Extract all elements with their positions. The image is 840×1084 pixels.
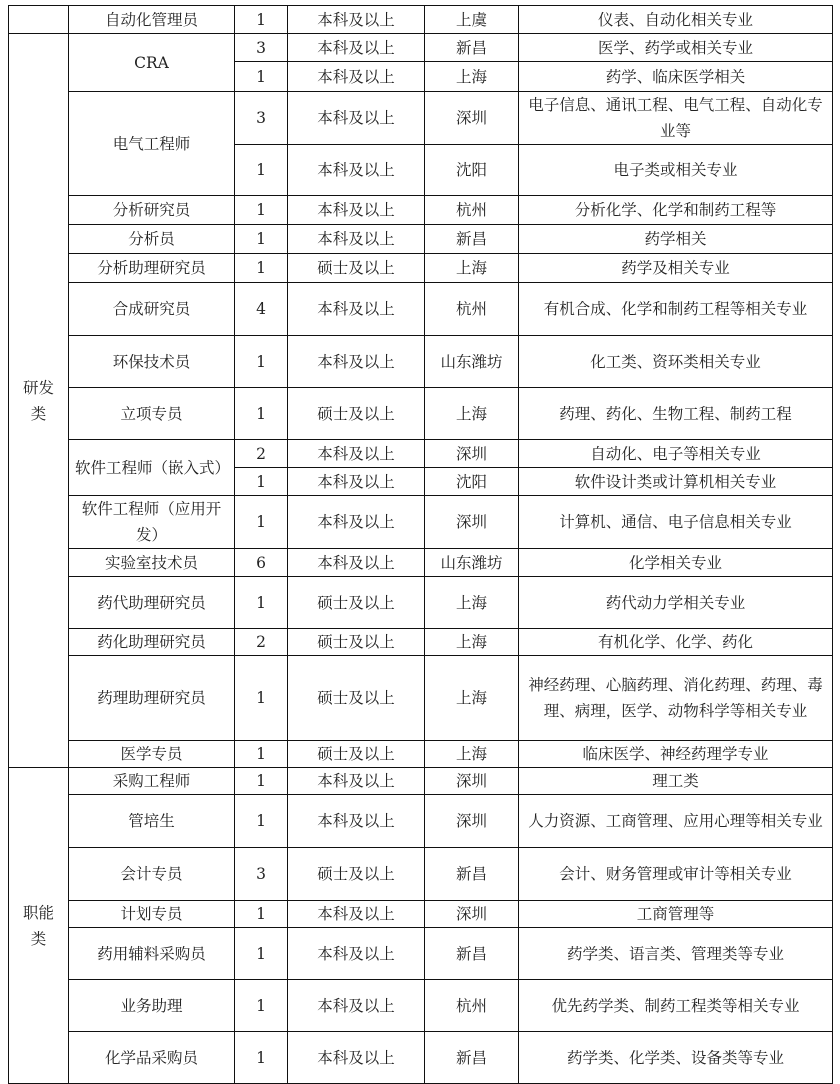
major-requirement: 药学类、语言类、管理类等专业 [519,928,833,980]
position-title: 分析助理研究员 [69,254,235,283]
table-row [9,6,833,34]
headcount: 2 [235,629,288,656]
headcount: 1 [235,388,288,440]
position-title: 电气工程师 [69,92,235,196]
category-cell [9,6,69,34]
work-location: 上海 [425,388,519,440]
position-title: 医学专员 [69,741,235,768]
position-title: 分析研究员 [69,196,235,225]
work-location: 山东潍坊 [425,549,519,577]
education-requirement: 本科及以上 [288,225,425,254]
education-requirement: 本科及以上 [288,34,425,62]
table-row [9,980,833,1032]
work-location: 上虞 [425,6,519,34]
work-location: 深圳 [425,901,519,928]
headcount: 1 [235,336,288,388]
work-location: 上海 [425,656,519,741]
work-location: 深圳 [425,496,519,549]
major-requirement: 电子类或相关专业 [519,145,833,196]
education-requirement: 本科及以上 [288,928,425,980]
education-requirement: 硕士及以上 [288,388,425,440]
table-row [9,901,833,928]
table-row [9,741,833,768]
position-title: CRA [69,34,235,92]
major-requirement: 理工类 [519,768,833,795]
work-location: 深圳 [425,92,519,145]
table-row [9,549,833,577]
position-title: 化学品采购员 [69,1032,235,1084]
work-location: 沈阳 [425,145,519,196]
major-requirement: 医学、药学或相关专业 [519,34,833,62]
headcount: 1 [235,196,288,225]
major-requirement: 人力资源、工商管理、应用心理等相关专业 [519,795,833,848]
category-cell: 研发类 [9,34,69,768]
work-location: 深圳 [425,768,519,795]
headcount: 1 [235,768,288,795]
major-requirement: 自动化、电子等相关专业 [519,440,833,468]
work-location: 上海 [425,62,519,92]
position-title: 分析员 [69,225,235,254]
table-row [9,225,833,254]
headcount: 4 [235,283,288,336]
table-row [9,848,833,901]
education-requirement: 本科及以上 [288,62,425,92]
position-title: 软件工程师（嵌入式） [69,440,235,496]
table-row [9,795,833,848]
education-requirement: 硕士及以上 [288,656,425,741]
education-requirement: 硕士及以上 [288,577,425,629]
table-row [9,92,833,145]
education-requirement: 本科及以上 [288,6,425,34]
work-location: 深圳 [425,795,519,848]
table-body [9,6,833,1084]
major-requirement: 药学、临床医学相关 [519,62,833,92]
work-location: 新昌 [425,34,519,62]
table-row [9,928,833,980]
work-location: 上海 [425,629,519,656]
education-requirement: 硕士及以上 [288,254,425,283]
major-requirement: 会计、财务管理或审计等相关专业 [519,848,833,901]
headcount: 1 [235,577,288,629]
position-title: 药理助理研究员 [69,656,235,741]
work-location: 上海 [425,254,519,283]
headcount: 1 [235,496,288,549]
headcount: 1 [235,901,288,928]
table-row [9,336,833,388]
position-title: 会计专员 [69,848,235,901]
major-requirement: 计算机、通信、电子信息相关专业 [519,496,833,549]
major-requirement: 仪表、自动化相关专业 [519,6,833,34]
major-requirement: 药学相关 [519,225,833,254]
headcount: 1 [235,795,288,848]
position-title: 实验室技术员 [69,549,235,577]
headcount: 1 [235,928,288,980]
position-title: 药代助理研究员 [69,577,235,629]
table-row [9,656,833,741]
education-requirement: 本科及以上 [288,440,425,468]
table-row [9,1032,833,1084]
position-title: 管培生 [69,795,235,848]
headcount: 1 [235,225,288,254]
major-requirement: 有机化学、化学、药化 [519,629,833,656]
education-requirement: 硕士及以上 [288,629,425,656]
headcount: 1 [235,656,288,741]
work-location: 新昌 [425,225,519,254]
position-title: 药化助理研究员 [69,629,235,656]
position-title: 采购工程师 [69,768,235,795]
major-requirement: 优先药学类、制药工程类等相关专业 [519,980,833,1032]
work-location: 山东潍坊 [425,336,519,388]
major-requirement: 化工类、资环类相关专业 [519,336,833,388]
education-requirement: 本科及以上 [288,496,425,549]
education-requirement: 本科及以上 [288,336,425,388]
work-location: 深圳 [425,440,519,468]
table-row [9,254,833,283]
education-requirement: 本科及以上 [288,901,425,928]
headcount: 1 [235,62,288,92]
major-requirement: 工商管理等 [519,901,833,928]
work-location: 上海 [425,577,519,629]
education-requirement: 硕士及以上 [288,741,425,768]
major-requirement: 化学相关专业 [519,549,833,577]
headcount: 1 [235,145,288,196]
major-requirement: 软件设计类或计算机相关专业 [519,468,833,496]
headcount: 1 [235,741,288,768]
work-location: 沈阳 [425,468,519,496]
table-row [9,440,833,468]
table-row [9,283,833,336]
major-requirement: 药理、药化、生物工程、制药工程 [519,388,833,440]
work-location: 新昌 [425,928,519,980]
major-requirement: 药学及相关专业 [519,254,833,283]
headcount: 1 [235,1032,288,1084]
headcount: 1 [235,468,288,496]
major-requirement: 电子信息、通讯工程、电气工程、自动化专业等 [519,92,833,145]
education-requirement: 本科及以上 [288,283,425,336]
work-location: 新昌 [425,848,519,901]
position-title: 自动化管理员 [69,6,235,34]
table-row [9,196,833,225]
major-requirement: 有机合成、化学和制药工程等相关专业 [519,283,833,336]
work-location: 新昌 [425,1032,519,1084]
position-title: 业务助理 [69,980,235,1032]
major-requirement: 药学类、化学类、设备类等专业 [519,1032,833,1084]
education-requirement: 本科及以上 [288,1032,425,1084]
education-requirement: 本科及以上 [288,980,425,1032]
work-location: 杭州 [425,283,519,336]
position-title: 环保技术员 [69,336,235,388]
headcount: 3 [235,848,288,901]
education-requirement: 本科及以上 [288,145,425,196]
education-requirement: 本科及以上 [288,196,425,225]
table-row [9,34,833,62]
position-title: 药用辅料采购员 [69,928,235,980]
position-title: 立项专员 [69,388,235,440]
job-openings-table [8,5,833,1084]
table-row [9,577,833,629]
position-title: 合成研究员 [69,283,235,336]
headcount: 6 [235,549,288,577]
headcount: 1 [235,980,288,1032]
work-location: 上海 [425,741,519,768]
headcount: 2 [235,440,288,468]
position-title: 软件工程师（应用开发） [69,496,235,549]
education-requirement: 本科及以上 [288,768,425,795]
education-requirement: 本科及以上 [288,549,425,577]
position-title: 计划专员 [69,901,235,928]
education-requirement: 硕士及以上 [288,848,425,901]
education-requirement: 本科及以上 [288,92,425,145]
work-location: 杭州 [425,196,519,225]
headcount: 3 [235,34,288,62]
headcount: 3 [235,92,288,145]
headcount: 1 [235,254,288,283]
table-row [9,388,833,440]
table-row [9,629,833,656]
education-requirement: 本科及以上 [288,468,425,496]
category-cell: 职能类 [9,768,69,1084]
major-requirement: 分析化学、化学和制药工程等 [519,196,833,225]
education-requirement: 本科及以上 [288,795,425,848]
headcount: 1 [235,6,288,34]
table-row [9,496,833,549]
major-requirement: 神经药理、心脑药理、消化药理、药理、毒理、病理，医学、动物科学等相关专业 [519,656,833,741]
major-requirement: 临床医学、神经药理学专业 [519,741,833,768]
work-location: 杭州 [425,980,519,1032]
table-row [9,768,833,795]
major-requirement: 药代动力学相关专业 [519,577,833,629]
